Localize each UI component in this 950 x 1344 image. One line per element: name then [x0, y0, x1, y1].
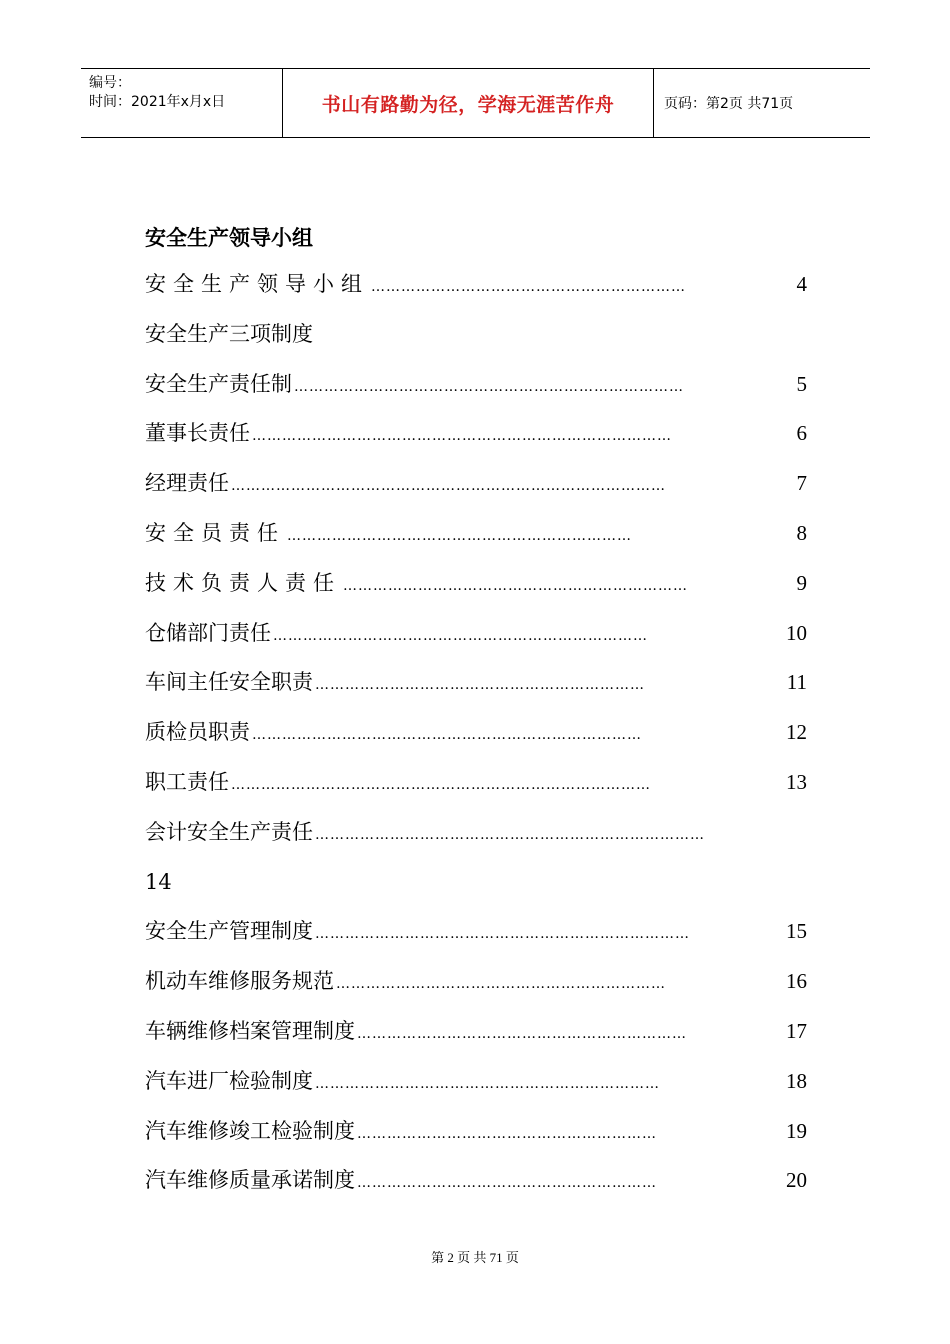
number-label: 编号： — [89, 75, 131, 91]
toc-entry-leader: …………………………………………………………………… — [294, 378, 684, 395]
header-meta — [81, 69, 282, 137]
toc-entry-page: 9 — [796, 570, 807, 595]
toc-entry-page: 19 — [786, 1118, 807, 1143]
toc-entry — [145, 1063, 807, 1113]
toc-entry-leader: ………………………………………………………………… — [273, 627, 648, 644]
toc-entry — [145, 515, 807, 565]
toc-entry — [145, 1113, 807, 1163]
toc-entry-title: 安全生产管理制度 — [145, 919, 313, 944]
toc-entry — [145, 864, 807, 914]
toc-entry-title: 汽车维修质量承诺制度 — [145, 1168, 355, 1193]
toc-entry-leader: ………………………………………………………… — [336, 976, 666, 993]
header-page-code: 页码：第2页 共71页 — [664, 96, 794, 112]
page-header — [81, 68, 870, 138]
toc-entry-leader: …………………………………………………………………… — [252, 727, 642, 744]
toc-entry-page: 17 — [786, 1018, 807, 1043]
toc-entry-leader: ………………………………………………………… — [357, 1025, 687, 1042]
toc-entry-leader: …………………………………………………………………………… — [231, 478, 666, 495]
toc-entry-title: 经理责任 — [145, 471, 229, 496]
toc-entry-leader: …………………………………………………………… — [287, 527, 632, 544]
toc-entry-page: 7 — [796, 471, 807, 496]
toc-entry-title: 质检员职责 — [145, 720, 250, 745]
toc-entry-title: 14 — [145, 869, 172, 894]
toc-entry-title: 汽车维修竣工检验制度 — [145, 1118, 355, 1143]
toc-entry — [145, 1013, 807, 1063]
toc-entry-title: 安全生产三项制度 — [145, 321, 313, 346]
toc-entry — [145, 615, 807, 665]
toc-entry-title: 车辆维修档案管理制度 — [145, 1018, 355, 1043]
toc-entry — [145, 664, 807, 714]
toc-entry — [145, 316, 807, 366]
toc-entry — [145, 1162, 807, 1212]
toc-entry — [145, 963, 807, 1013]
toc-entry-page: 12 — [786, 720, 807, 745]
toc-entry-title: 仓储部门责任 — [145, 620, 271, 645]
toc-entry — [145, 913, 807, 963]
table-of-contents — [145, 266, 807, 1212]
toc-entry — [145, 814, 807, 864]
toc-entry-page: 10 — [786, 620, 807, 645]
toc-entry-leader: …………………………………………………………… — [343, 577, 688, 594]
toc-entry — [145, 266, 807, 316]
toc-entry-title: 安全生产责任制 — [145, 371, 292, 396]
toc-entry-title: 董事长责任 — [145, 421, 250, 446]
toc-entry-title: 会计安全生产责任 — [145, 819, 313, 844]
toc-entry-page: 13 — [786, 769, 807, 794]
toc-entry — [145, 565, 807, 615]
toc-entry-page: 16 — [786, 969, 807, 994]
toc-entry-leader: ………………………………………………………… — [315, 677, 645, 694]
page-footer: 第 2 页 共 71 页 — [431, 1250, 519, 1265]
toc-entry-title: 安全员责任 — [145, 520, 285, 545]
toc-entry-leader: …………………………………………………………………… — [315, 826, 705, 843]
time-label: 时间：2021年x月x日 — [89, 94, 226, 110]
toc-entry — [145, 764, 807, 814]
toc-entry-page: 4 — [796, 272, 807, 296]
toc-entry-leader: ………………………………………………………………… — [315, 926, 690, 943]
toc-entry-leader: ……………………………………………………… — [371, 279, 686, 295]
toc-entry-leader: …………………………………………………… — [357, 1175, 657, 1192]
toc-entry-leader: …………………………………………………………… — [315, 1075, 660, 1092]
header-motto-cell — [282, 69, 654, 137]
toc-entry-leader: …………………………………………………… — [357, 1125, 657, 1142]
toc-entry-title: 机动车维修服务规范 — [145, 969, 334, 994]
toc-entry — [145, 415, 807, 465]
toc-entry-page: 5 — [796, 371, 807, 396]
toc-entry — [145, 465, 807, 515]
toc-entry-page: 6 — [796, 421, 807, 446]
toc-entry — [145, 714, 807, 764]
toc-entry-title: 职工责任 — [145, 769, 229, 794]
toc-entry-leader: ………………………………………………………………………… — [252, 428, 672, 445]
toc-entry-title: 汽车进厂检验制度 — [145, 1068, 313, 1093]
toc-entry-title: 技术负责人责任 — [145, 570, 341, 595]
motto-text: 书山有路勤为径，学海无涯苦作舟 — [321, 93, 615, 116]
toc-entry-title: 车间主任安全职责 — [145, 670, 313, 695]
toc-entry-page: 15 — [786, 919, 807, 944]
toc-entry-page: 20 — [786, 1168, 807, 1193]
toc-entry — [145, 366, 807, 416]
toc-entry-leader: ………………………………………………………………………… — [231, 776, 651, 793]
section-title: 安全生产领导小组 — [145, 226, 313, 250]
toc-entry-page: 11 — [786, 670, 807, 695]
toc-entry-page: 8 — [796, 520, 807, 545]
toc-entry-title: 安全生产领导小组 — [145, 272, 369, 296]
toc-entry-page: 18 — [786, 1068, 807, 1093]
